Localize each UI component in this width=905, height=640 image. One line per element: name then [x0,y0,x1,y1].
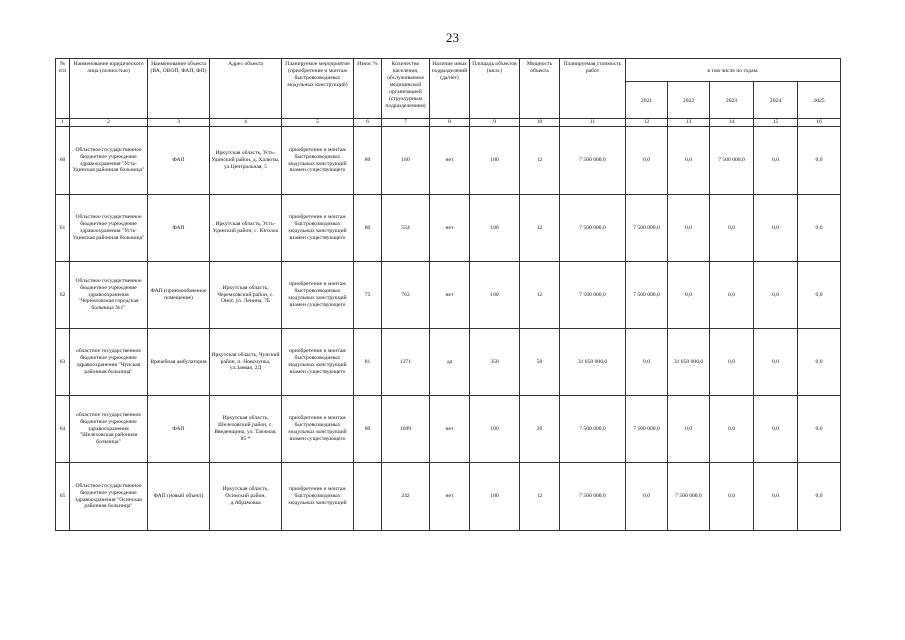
row-year-2024: 0,0 [754,329,798,396]
row-year-2024: 0,0 [754,463,798,531]
row-capacity: 12 [520,463,560,531]
row-planned-action: приобретение и монтаж быстровозводимых модульных конструкций взамен существующего [282,329,354,396]
header-year-2021: 2021 [626,82,668,119]
column-number: 8 [430,119,470,127]
table-row [56,262,841,329]
row-year-2022: 0,0 [668,127,710,195]
row-population: 160 [382,127,430,195]
row-capacity: 12 [520,195,560,262]
row-year-2025: 0,0 [798,262,841,329]
row-address: Иркутская область, Шелеховский район, с. Введенщина, ул. Таежная, 85 * [210,396,282,463]
header-by-years: в том числе по годам: [626,59,841,82]
row-wear: 81 [354,329,382,396]
row-area: 100 [470,195,520,262]
header-no: № п/п [56,59,70,119]
row-planned-action: приобретение и монтаж быстровозводимых модульных конструкций взамен существующего [282,195,354,262]
row-year-2025: 0,0 [798,396,841,463]
row-legal-entity: Областное государственное бюджетное учреждение здравоохранения "Осинская районная больница" [70,463,148,531]
row-legal-entity: областное государственное бюджетное учреждение здравоохранения "Чунская районная больница" [70,329,148,396]
row-population: 242 [382,463,430,531]
row-year-2023: 0,0 [710,396,754,463]
row-year-2022: 0,0 [668,262,710,329]
row-subdivisions: нет [430,127,470,195]
row-year-2021: 0,0 [626,329,668,396]
column-number: 16 [798,119,841,127]
row-population: 1371 [382,329,430,396]
row-object-name: ФАП (новый объект) [148,463,210,531]
row-wear: 80 [354,195,382,262]
row-legal-entity: Областное государственное бюджетное учреждение здравоохранения "Усть-Удинская районная больница" [70,127,148,195]
row-object-name: ФАП [148,195,210,262]
row-subdivisions: да [430,329,470,396]
row-year-2022: 0,0 [668,396,710,463]
row-number: 61 [56,195,70,262]
row-object-name: ФАП (приемообменное помещение) [148,262,210,329]
investment-table [55,58,841,531]
row-year-2025: 0,0 [798,329,841,396]
header-legal-entity: Наименование юридического лица (полностью) [70,59,148,119]
table-row [56,195,841,262]
row-object-name: ФАП [148,396,210,463]
header-capacity: Мощность объекта [520,59,560,119]
row-number: 64 [56,396,70,463]
row-year-2024: 0,0 [754,127,798,195]
row-population: 1699 [382,396,430,463]
row-subdivisions: нет [430,195,470,262]
row-subdivisions: нет [430,463,470,531]
table-row [56,329,841,396]
row-area: 100 [470,463,520,531]
header-year-2025: 2025 [798,82,841,119]
row-year-2023: 0,0 [710,262,754,329]
row-planned-action: приобретение и монтаж быстровозводимых модульных конструкций взамен существующего [282,262,354,329]
column-number: 11 [560,119,626,127]
row-legal-entity: Областное государственное бюджетное учреждение здравоохранения "Усть-Удинская районная больница" [70,195,148,262]
row-planned-action: приобретение и монтаж быстровозводимых модульных конструкций [282,463,354,531]
column-number: 1 [56,119,70,127]
header-object-name: Наименование объекта (ВА, ОВОП, ФАП, ФП) [148,59,210,119]
row-area: 100 [470,396,520,463]
row-cost: 7 500 000,0 [560,262,626,329]
column-number: 2 [70,119,148,127]
header-population: Количество населения, обслуживаемое медицинской организацией (структурным подразделением) [382,59,430,119]
table-row [56,127,841,195]
header-area: Площадь объектов (кв.м.) [470,59,520,119]
column-number: 5 [282,119,354,127]
row-year-2024: 0,0 [754,396,798,463]
row-year-2021: 0,0 [626,127,668,195]
row-address: Иркутская область, Усть-Удинский район, с. Юголок [210,195,282,262]
row-year-2021: 7 500 000,0 [626,195,668,262]
column-number: 12 [626,119,668,127]
row-wear [354,463,382,531]
row-year-2024: 0,0 [754,262,798,329]
row-population: 554 [382,195,430,262]
row-number: 63 [56,329,70,396]
row-subdivisions: нет [430,396,470,463]
row-cost: 7 500 000,0 [560,463,626,531]
row-legal-entity: областное государственное бюджетное учреждение здравоохранения "Шелеховская районная больница" [70,396,148,463]
header-subdivisions: Наличие иных подразделений (да/нет) [430,59,470,119]
row-year-2022: 31 050 000,0 [668,329,710,396]
row-capacity: 50 [520,329,560,396]
row-year-2022: 0,0 [668,195,710,262]
row-cost: 31 050 000,0 [560,329,626,396]
header-year-2022: 2022 [668,82,710,119]
column-number: 13 [668,119,710,127]
column-number: 14 [710,119,754,127]
column-number-row [56,119,841,127]
row-address: Иркутская область, Усть-Удинский район, д. Халюты, ул.Центральная, 5 [210,127,282,195]
row-year-2023: 7 500 000,0 [710,127,754,195]
column-number: 9 [470,119,520,127]
row-cost: 7 500 000,0 [560,127,626,195]
row-year-2025: 0,0 [798,463,841,531]
table-row [56,396,841,463]
row-wear: 80 [354,396,382,463]
row-year-2023: 0,0 [710,195,754,262]
table-row [56,463,841,531]
row-wear: 80 [354,127,382,195]
row-capacity: 12 [520,262,560,329]
column-number: 10 [520,119,560,127]
row-number: 60 [56,127,70,195]
row-legal-entity: Областное государственное бюджетное учреждение здравоохранения "Черемховская городская больница №1" [70,262,148,329]
column-number: 4 [210,119,282,127]
column-number: 7 [382,119,430,127]
header-planned-action: Планируемое мероприятие (приобретение и монтаж быстровозводимых модульных конструкций) [282,59,354,119]
row-cost: 7 500 000,0 [560,396,626,463]
header-year-2024: 2024 [754,82,798,119]
row-cost: 7 500 000,0 [560,195,626,262]
row-object-name: ФАП [148,127,210,195]
row-planned-action: приобретение и монтаж быстровозводимых модульных конструкций взамен существующего [282,396,354,463]
row-year-2021: 7 500 000,0 [626,396,668,463]
row-address: Иркутская область, Чунский район, п. Новочунка, ул.Заевая, 2Д [210,329,282,396]
row-object-name: Врачебная амбулатория [148,329,210,396]
row-subdivisions: нет [430,262,470,329]
row-area: 100 [470,262,520,329]
row-number: 65 [56,463,70,531]
row-year-2022: 7 500 000,0 [668,463,710,531]
column-number: 6 [354,119,382,127]
row-population: 763 [382,262,430,329]
row-capacity: 12 [520,127,560,195]
table-body [56,127,841,531]
page-number: 23 [446,30,459,45]
row-area: 350 [470,329,520,396]
header-year-2023: 2023 [710,82,754,119]
row-year-2023: 0,0 [710,329,754,396]
row-planned-action: приобретение и монтаж быстровозводимых модульных конструкций взамен существующего [282,127,354,195]
row-year-2023: 0,0 [710,463,754,531]
row-year-2025: 0,0 [798,127,841,195]
row-year-2024: 0,0 [754,195,798,262]
header-address: Адрес объекта [210,59,282,119]
row-address: Иркутская область, Черемховский район, с. Онот, ул. Ленина, 7Б [210,262,282,329]
header-wear: Износ % [354,59,382,119]
column-number: 3 [148,119,210,127]
header-cost: Планируемая стоимость работ [560,59,626,119]
row-area: 100 [470,127,520,195]
column-number: 15 [754,119,798,127]
row-number: 62 [56,262,70,329]
row-capacity: 20 [520,396,560,463]
row-year-2021: 0,0 [626,463,668,531]
row-address: Иркутская область, Осинский район, д.Абрамовка [210,463,282,531]
row-wear: 75 [354,262,382,329]
row-year-2025: 0,0 [798,195,841,262]
row-year-2021: 7 500 000,0 [626,262,668,329]
